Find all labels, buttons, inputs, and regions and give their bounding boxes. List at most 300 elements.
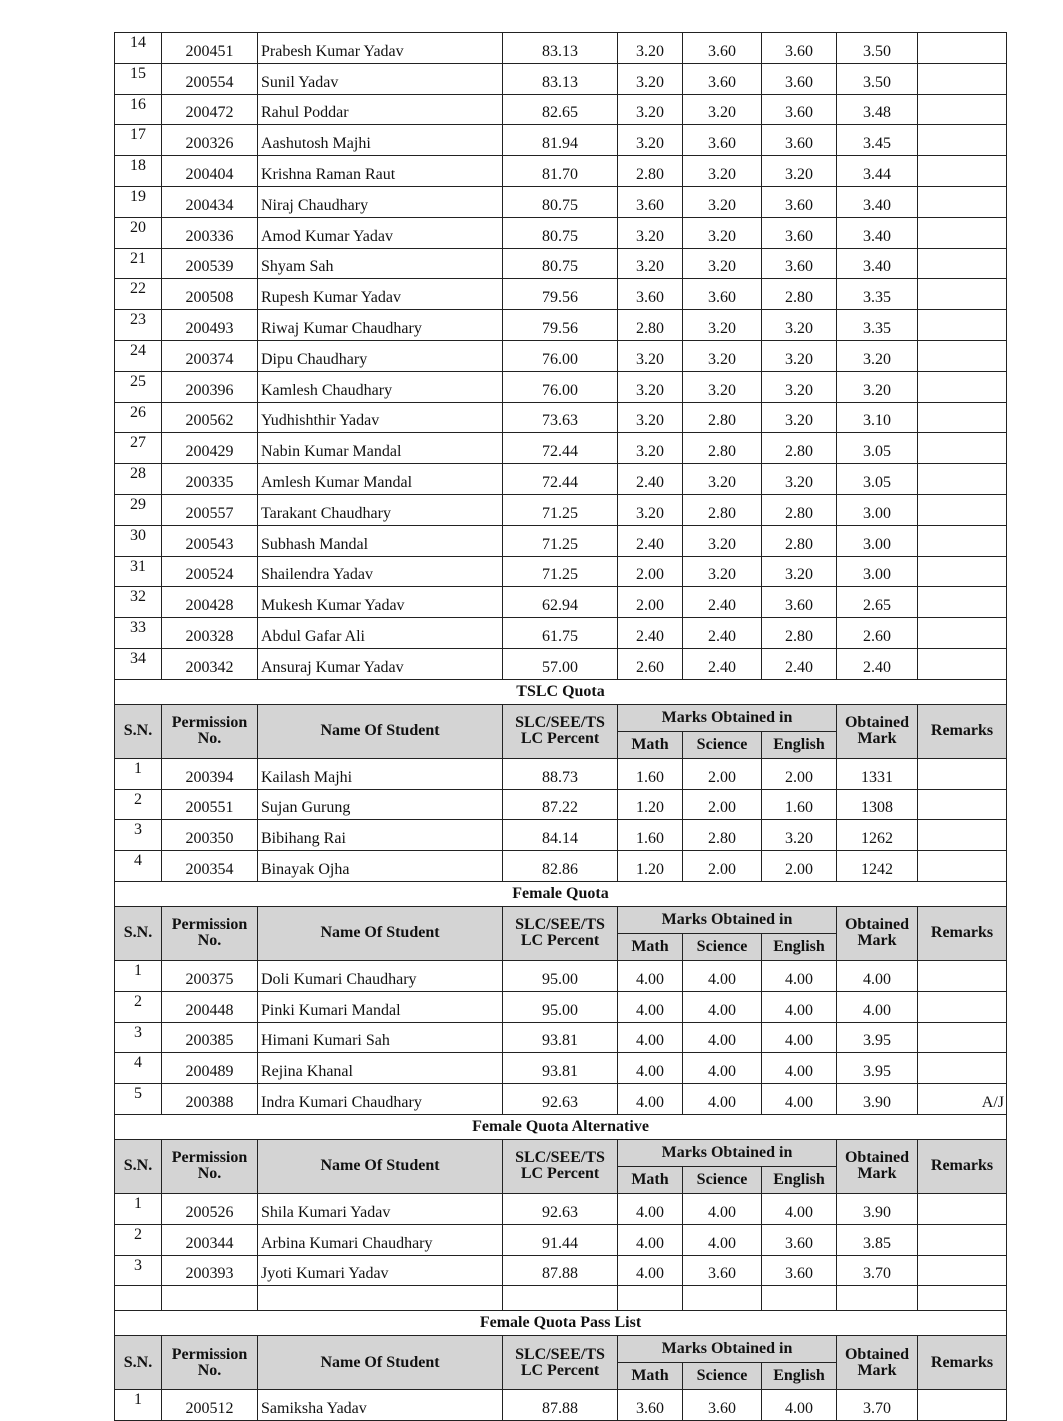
blank-cell [162,1286,258,1311]
cell-obtained: 2.65 [837,587,918,618]
header-percent [503,1139,618,1193]
cell-math: 3.20 [618,33,683,64]
cell-remarks [918,1255,1007,1286]
cell-remarks [918,1053,1007,1084]
cell-obtained: 3.05 [837,464,918,495]
cell-obtained: 3.20 [837,340,918,371]
header-percent-line: SLC/SEE/TS [515,1345,605,1363]
cell-obtained: 3.40 [837,217,918,248]
cell-name: Yudhishthir Yadav [258,402,503,433]
cell-obtained: 3.90 [837,1084,918,1115]
blank-cell [762,1286,837,1311]
cell-percent: 71.25 [503,494,618,525]
cell-sn: 4 [115,1053,162,1084]
cell-math: 1.60 [618,758,683,789]
table-row [115,33,1007,64]
header-obtained-line: Obtained [844,1149,909,1167]
cell-remarks [918,789,1007,820]
cell-obtained: 1331 [837,758,918,789]
header-obtained [837,1139,918,1193]
cell-percent: 82.86 [503,851,618,882]
cell-science: 3.20 [683,310,762,341]
header-percent-line: LC Percent [520,1361,600,1379]
header-marks-group [618,1139,837,1166]
cell-english: 1.60 [762,789,837,820]
cell-name: Samiksha Yadav [258,1390,503,1421]
cell-obtained: 3.35 [837,310,918,341]
cell-name: Pinki Kumari Mandal [258,991,503,1022]
section-title: Female Quota [115,881,1007,906]
cell-permission: 200336 [162,217,258,248]
cell-science: 3.20 [683,217,762,248]
cell-permission: 200344 [162,1224,258,1255]
table-row [115,556,1007,587]
cell-english: 2.80 [762,494,837,525]
table-row [115,587,1007,618]
cell-obtained: 1262 [837,820,918,851]
cell-permission: 200557 [162,494,258,525]
cell-science: 3.60 [683,1255,762,1286]
cell-permission: 200342 [162,648,258,679]
cell-name: Mukesh Kumar Yadav [258,587,503,618]
cell-permission: 200526 [162,1193,258,1224]
cell-permission: 200326 [162,125,258,156]
cell-math: 2.80 [618,156,683,187]
table-row [115,248,1007,279]
cell-science: 4.00 [683,1053,762,1084]
cell-permission: 200393 [162,1255,258,1286]
header-sn [115,704,162,758]
header-name [258,906,503,960]
cell-remarks [918,248,1007,279]
cell-science: 3.20 [683,525,762,556]
header-remarks [918,1139,1007,1193]
header-remarks [918,906,1007,960]
cell-permission: 200551 [162,789,258,820]
cell-obtained: 3.45 [837,125,918,156]
cell-sn: 34 [115,648,162,679]
table-row [115,186,1007,217]
cell-english: 3.20 [762,556,837,587]
header-percent-line: LC Percent [520,730,600,748]
cell-sn: 33 [115,618,162,649]
cell-sn: 17 [115,125,162,156]
cell-percent: 71.25 [503,556,618,587]
header-obtained-line: Mark [857,932,897,950]
header-marks-group [618,906,837,933]
header-name [258,1336,503,1390]
cell-english: 2.80 [762,433,837,464]
table-row [115,960,1007,991]
cell-name: Indra Kumari Chaudhary [258,1084,503,1115]
cell-permission: 200404 [162,156,258,187]
cell-percent: 95.00 [503,991,618,1022]
header-obtained-line: Mark [857,1165,897,1183]
cell-english: 2.80 [762,279,837,310]
header-marks-group-line: Marks Obtained in [661,1340,793,1358]
cell-percent: 76.00 [503,371,618,402]
cell-obtained: 3.44 [837,156,918,187]
cell-percent: 88.73 [503,758,618,789]
cell-permission: 200350 [162,820,258,851]
header-english-line: English [773,937,825,955]
header-science [683,731,762,758]
header-remarks-line: Remarks [930,722,994,740]
cell-science: 3.20 [683,156,762,187]
header-permission-line: Permission [171,714,248,732]
table-header-row [115,1139,1007,1166]
cell-science: 2.80 [683,402,762,433]
cell-math: 3.20 [618,371,683,402]
cell-obtained: 3.40 [837,186,918,217]
cell-sn: 14 [115,33,162,64]
table-row [115,1255,1007,1286]
cell-percent: 80.75 [503,186,618,217]
table-row [115,310,1007,341]
cell-science: 4.00 [683,1022,762,1053]
cell-english: 2.40 [762,648,837,679]
cell-percent: 87.88 [503,1390,618,1421]
header-remarks-line: Remarks [930,1157,994,1175]
cell-remarks [918,1022,1007,1053]
section-title: Female Quota Alternative [115,1114,1007,1139]
cell-science: 3.60 [683,125,762,156]
cell-english: 3.60 [762,248,837,279]
cell-percent: 82.65 [503,94,618,125]
cell-obtained: 3.00 [837,494,918,525]
header-percent [503,704,618,758]
cell-math: 3.60 [618,186,683,217]
cell-math: 3.20 [618,94,683,125]
cell-sn: 24 [115,340,162,371]
header-name-line: Name Of Student [320,1157,440,1175]
cell-name: Doli Kumari Chaudhary [258,960,503,991]
cell-math: 2.40 [618,464,683,495]
cell-name: Kailash Majhi [258,758,503,789]
cell-math: 2.00 [618,556,683,587]
cell-name: Krishna Raman Raut [258,156,503,187]
header-math [618,1166,683,1193]
cell-percent: 72.44 [503,433,618,464]
cell-obtained: 3.50 [837,33,918,64]
cell-sn: 15 [115,63,162,94]
header-name-line: Name Of Student [320,924,440,942]
cell-obtained: 4.00 [837,991,918,1022]
cell-obtained: 1242 [837,851,918,882]
cell-name: Dipu Chaudhary [258,340,503,371]
cell-permission: 200554 [162,63,258,94]
header-english [762,1363,837,1390]
cell-name: Aashutosh Majhi [258,125,503,156]
header-permission-line: Permission [171,916,248,934]
cell-science: 3.20 [683,464,762,495]
header-name [258,1139,503,1193]
header-percent-line: SLC/SEE/TS [515,714,605,732]
cell-name: Rahul Poddar [258,94,503,125]
cell-math: 2.00 [618,587,683,618]
cell-remarks [918,820,1007,851]
cell-name: Binayak Ojha [258,851,503,882]
cell-name: Subhash Mandal [258,525,503,556]
cell-remarks [918,960,1007,991]
header-obtained [837,1336,918,1390]
cell-english: 3.60 [762,1224,837,1255]
cell-english: 2.00 [762,758,837,789]
cell-remarks [918,186,1007,217]
cell-permission: 200562 [162,402,258,433]
result-sheet [114,32,1006,1418]
cell-remarks: A/J [918,1084,1007,1115]
cell-science: 4.00 [683,991,762,1022]
cell-math: 3.60 [618,1390,683,1421]
cell-permission: 200493 [162,310,258,341]
cell-permission: 200451 [162,33,258,64]
cell-remarks [918,525,1007,556]
header-science [683,1363,762,1390]
cell-name: Tarakant Chaudhary [258,494,503,525]
cell-math: 4.00 [618,1084,683,1115]
blank-cell [258,1286,503,1311]
cell-science: 2.40 [683,587,762,618]
header-math [618,1363,683,1390]
header-math-line: Math [631,1367,669,1385]
cell-science: 2.40 [683,618,762,649]
cell-percent: 81.70 [503,156,618,187]
header-remarks-line: Remarks [930,924,994,942]
cell-english: 3.60 [762,186,837,217]
header-percent [503,906,618,960]
cell-remarks [918,556,1007,587]
cell-remarks [918,494,1007,525]
cell-permission: 200543 [162,525,258,556]
table-header-row [115,704,1007,731]
header-science-line: Science [696,735,748,753]
table-row [115,758,1007,789]
cell-name: Himani Kumari Sah [258,1022,503,1053]
table-row [115,618,1007,649]
cell-percent: 83.13 [503,63,618,94]
cell-name: Abdul Gafar Ali [258,618,503,649]
header-marks-group [618,704,837,731]
cell-math: 3.20 [618,217,683,248]
header-math-line: Math [631,735,669,753]
cell-permission: 200374 [162,340,258,371]
header-percent-line: LC Percent [520,1165,600,1183]
blank-cell [918,1286,1007,1311]
cell-math: 4.00 [618,1255,683,1286]
cell-percent: 79.56 [503,310,618,341]
cell-remarks [918,587,1007,618]
cell-sn: 27 [115,433,162,464]
results-table [114,32,1007,1421]
header-science-line: Science [696,1170,748,1188]
header-obtained [837,704,918,758]
cell-remarks [918,63,1007,94]
header-math-line: Math [631,1170,669,1188]
cell-science: 3.60 [683,63,762,94]
cell-name: Jyoti Kumari Yadav [258,1255,503,1286]
cell-science: 3.20 [683,371,762,402]
cell-obtained: 4.00 [837,960,918,991]
blank-cell [837,1286,918,1311]
blank-row [115,1286,1007,1311]
cell-permission: 200354 [162,851,258,882]
cell-remarks [918,402,1007,433]
table-row [115,1022,1007,1053]
header-science-line: Science [696,1367,748,1385]
header-marks-group-line: Marks Obtained in [661,910,793,928]
header-permission [162,1336,258,1390]
cell-permission: 200434 [162,186,258,217]
cell-sn: 4 [115,851,162,882]
cell-obtained: 2.40 [837,648,918,679]
table-row [115,820,1007,851]
header-english [762,1166,837,1193]
cell-permission: 200512 [162,1390,258,1421]
cell-obtained: 3.70 [837,1390,918,1421]
table-row [115,789,1007,820]
header-obtained-line: Mark [857,1361,897,1379]
cell-percent: 62.94 [503,587,618,618]
table-row [115,1084,1007,1115]
cell-science: 2.00 [683,851,762,882]
cell-name: Shailendra Yadav [258,556,503,587]
blank-cell [115,1286,162,1311]
header-english-line: English [773,1170,825,1188]
cell-percent: 87.22 [503,789,618,820]
header-english-line: English [773,1367,825,1385]
cell-english: 3.20 [762,402,837,433]
cell-sn: 22 [115,279,162,310]
table-row [115,648,1007,679]
cell-math: 4.00 [618,960,683,991]
cell-obtained: 3.95 [837,1022,918,1053]
table-row [115,1193,1007,1224]
cell-obtained: 3.85 [837,1224,918,1255]
table-row [115,1053,1007,1084]
cell-name: Shyam Sah [258,248,503,279]
header-percent [503,1336,618,1390]
cell-obtained: 3.35 [837,279,918,310]
cell-math: 2.40 [618,618,683,649]
cell-name: Sujan Gurung [258,789,503,820]
header-sn [115,1336,162,1390]
header-permission-line: No. [197,932,222,950]
cell-remarks [918,1224,1007,1255]
header-name-line: Name Of Student [320,1353,440,1371]
cell-percent: 95.00 [503,960,618,991]
cell-science: 2.80 [683,433,762,464]
cell-english: 4.00 [762,1022,837,1053]
cell-math: 3.20 [618,402,683,433]
table-row [115,464,1007,495]
cell-percent: 92.63 [503,1084,618,1115]
cell-sn: 25 [115,371,162,402]
cell-obtained: 3.05 [837,433,918,464]
cell-science: 2.80 [683,820,762,851]
cell-science: 4.00 [683,1193,762,1224]
cell-permission: 200394 [162,758,258,789]
cell-permission: 200472 [162,94,258,125]
cell-english: 3.20 [762,371,837,402]
header-sn-line: S.N. [123,1353,153,1371]
cell-english: 3.60 [762,587,837,618]
cell-math: 3.20 [618,248,683,279]
blank-cell [683,1286,762,1311]
cell-name: Amod Kumar Yadav [258,217,503,248]
table-row [115,340,1007,371]
table-row [115,494,1007,525]
cell-english: 3.20 [762,820,837,851]
header-obtained [837,906,918,960]
cell-english: 3.60 [762,63,837,94]
cell-permission: 200428 [162,587,258,618]
header-remarks-line: Remarks [930,1353,994,1371]
cell-science: 3.60 [683,1390,762,1421]
header-name-line: Name Of Student [320,722,440,740]
cell-sn: 3 [115,1255,162,1286]
header-science [683,933,762,960]
cell-name: Bibihang Rai [258,820,503,851]
cell-english: 2.00 [762,851,837,882]
cell-english: 4.00 [762,960,837,991]
table-header-row [115,1336,1007,1363]
cell-science: 3.20 [683,248,762,279]
cell-remarks [918,758,1007,789]
header-math [618,933,683,960]
cell-sn: 5 [115,1084,162,1115]
table-row [115,156,1007,187]
header-percent-line: LC Percent [520,932,600,950]
header-obtained-line: Obtained [844,1345,909,1363]
cell-sn: 23 [115,310,162,341]
cell-permission: 200539 [162,248,258,279]
header-permission-line: Permission [171,1149,248,1167]
cell-percent: 83.13 [503,33,618,64]
header-sn [115,1139,162,1193]
header-remarks [918,704,1007,758]
header-english [762,933,837,960]
header-science [683,1166,762,1193]
cell-science: 2.00 [683,758,762,789]
cell-sn: 3 [115,820,162,851]
cell-permission: 200524 [162,556,258,587]
cell-remarks [918,991,1007,1022]
cell-percent: 80.75 [503,248,618,279]
cell-permission: 200429 [162,433,258,464]
header-sn-line: S.N. [123,1157,153,1175]
cell-obtained: 3.00 [837,525,918,556]
header-marks-group [618,1336,837,1363]
cell-name: Niraj Chaudhary [258,186,503,217]
cell-permission: 200396 [162,371,258,402]
cell-math: 1.60 [618,820,683,851]
cell-science: 2.80 [683,494,762,525]
header-english [762,731,837,758]
cell-english: 4.00 [762,991,837,1022]
header-permission-line: No. [197,1361,222,1379]
cell-permission: 200385 [162,1022,258,1053]
cell-percent: 93.81 [503,1022,618,1053]
cell-science: 2.00 [683,789,762,820]
cell-math: 3.20 [618,63,683,94]
cell-remarks [918,1193,1007,1224]
cell-english: 2.80 [762,525,837,556]
section-title-row [115,1114,1007,1139]
cell-math: 2.60 [618,648,683,679]
cell-science: 3.60 [683,33,762,64]
cell-english: 3.20 [762,464,837,495]
